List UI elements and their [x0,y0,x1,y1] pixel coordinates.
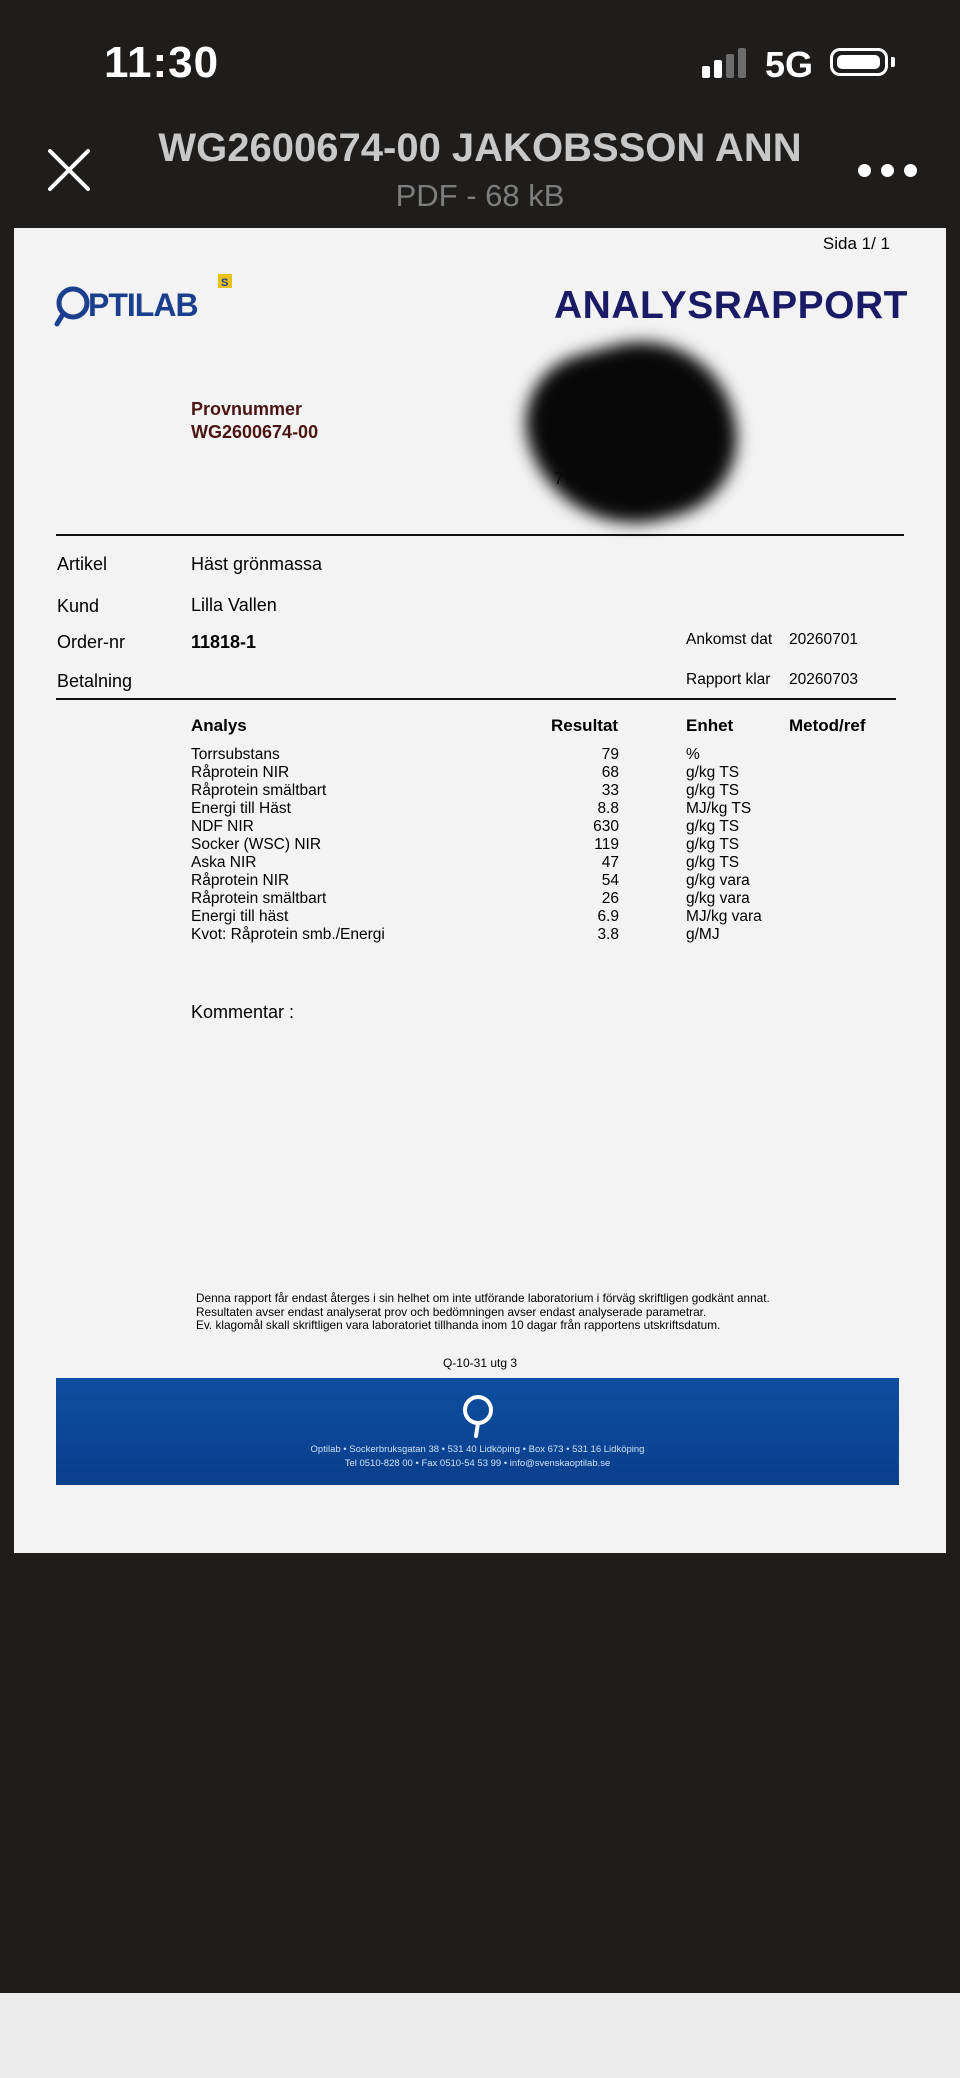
header-enhet: Enhet [686,716,734,735]
header-analys: Analys [191,716,247,735]
footer-address: Optilab • Sockerbruksgatan 38 • 531 40 Lidköping • Box 673 • 531 16 Lidköping [310,1444,645,1455]
analys-name: Råprotein smältbart [191,890,327,907]
analys-result: 33 [601,782,619,799]
order-value: 11818-1 [191,632,257,652]
analys-unit: g/kg TS [686,818,740,835]
viewer-background [0,1553,960,1993]
table-row [14,818,946,836]
table-row [14,836,946,854]
more-button[interactable] [858,160,918,180]
artikel-label: Artikel [57,554,108,574]
analys-unit: g/kg TS [686,836,740,853]
order-label: Order-nr [57,632,126,652]
analys-result: 630 [593,818,619,835]
close-button[interactable] [44,145,94,195]
analys-name: Torrsubstans [191,746,280,763]
analys-result: 47 [601,854,619,871]
disclaimer-line: Resultaten avser endast analyserat prov och bedömningen avser endast analyserade parametrar. [196,1304,707,1319]
analys-result: 6.9 [597,908,619,925]
optilab-logo [54,270,234,330]
report-title: ANALYSRAPPORT [554,284,908,327]
comment-label: Kommentar : [191,1002,295,1022]
analys-unit: % [686,746,700,763]
kund-label: Kund [57,596,100,616]
table-row [14,854,946,872]
table-row [14,872,946,890]
close-icon [44,145,94,195]
betalning-label: Betalning [57,671,133,691]
header-resultat: Resultat [551,716,619,735]
analys-unit: MJ/kg TS [686,800,752,817]
table-row [14,746,946,764]
status-time: 11:30 [104,38,220,87]
table-row [14,926,946,944]
analys-name: Aska NIR [191,854,257,871]
analys-name: Råprotein smältbart [191,782,327,799]
signal-bars-icon [702,48,750,78]
divider [56,698,896,700]
analys-unit: g/kg vara [686,890,750,907]
analys-result: 68 [601,764,619,781]
analys-unit: MJ/kg vara [686,908,762,925]
disclaimer-line: Denna rapport får endast återges i sin helhet om inte utförande laboratorium i förväg skriftligen godkänt annat. [196,1291,770,1305]
svg-text:S: S [221,277,229,289]
viewer-header [0,120,960,225]
table-row [14,782,946,800]
table-row [14,764,946,782]
table-row [14,890,946,908]
analys-name: Råprotein NIR [191,764,290,781]
page-number: Sida 1/ 1 [822,234,890,253]
analys-result: 8.8 [597,800,619,817]
analys-name: NDF NIR [191,818,254,835]
analys-name: Energi till häst [191,908,289,925]
rapport-value: 20260703 [789,671,858,688]
artikel-value: Häst grönmassa [191,554,323,574]
kund-value: Lilla Vallen [191,595,277,615]
prov-value: WG2600674-00 [191,422,319,442]
analys-name: Kvot: Råprotein smb./Energi [191,926,385,943]
analys-name: Energi till Häst [191,800,291,817]
analys-unit: g/kg TS [686,764,740,781]
status-bar [0,0,960,120]
disclaimer-line: Ev. klagomål skall skriftligen vara laboratoriet tillhanda inom 10 dagar från rapportens utskriftsdatum. [196,1318,721,1332]
table-row [14,800,946,818]
footer-band [56,1378,899,1485]
network-label: 5G [765,44,814,85]
analys-unit: g/kg TS [686,782,740,799]
ankomst-value: 20260701 [789,631,858,648]
disclaimer [196,1292,936,1333]
doc-code: Q-10-31 utg 3 [442,1356,518,1370]
analys-unit: g/kg TS [686,854,740,871]
document-title: WG2600674-00 JAKOBSSON ANN [158,126,802,170]
prov-label: Provnummer [191,399,303,419]
analys-result: 119 [594,836,619,853]
header-metod: Metod/ref [789,716,866,735]
table-row [14,908,946,926]
more-icon [858,164,871,177]
ankomst-label: Ankomst dat [686,631,773,648]
analys-result: 3.8 [597,926,619,943]
battery-tip [891,57,895,67]
pdf-page [14,228,946,1553]
analys-result: 26 [601,890,619,907]
footer-contact: Tel 0510-828 00 • Fax 0510-54 53 99 • info@svenskaoptilab.se [344,1458,611,1469]
analys-result: 79 [601,746,619,763]
analys-result: 54 [601,872,619,889]
rapport-label: Rapport klar [686,671,771,688]
divider [56,534,904,536]
analys-unit: g/MJ [686,926,720,943]
battery-icon [830,48,888,76]
svg-text:PTILAB: PTILAB [88,287,198,323]
analys-name: Socker (WSC) NIR [191,836,322,853]
optilab-mark-icon [458,1394,498,1438]
document-subtitle: PDF - 68 kB [395,178,565,213]
bottom-bar [0,1993,960,2078]
analys-name: Råprotein NIR [191,872,290,889]
redaction-scribble [510,321,755,548]
analys-unit: g/kg vara [686,872,750,889]
